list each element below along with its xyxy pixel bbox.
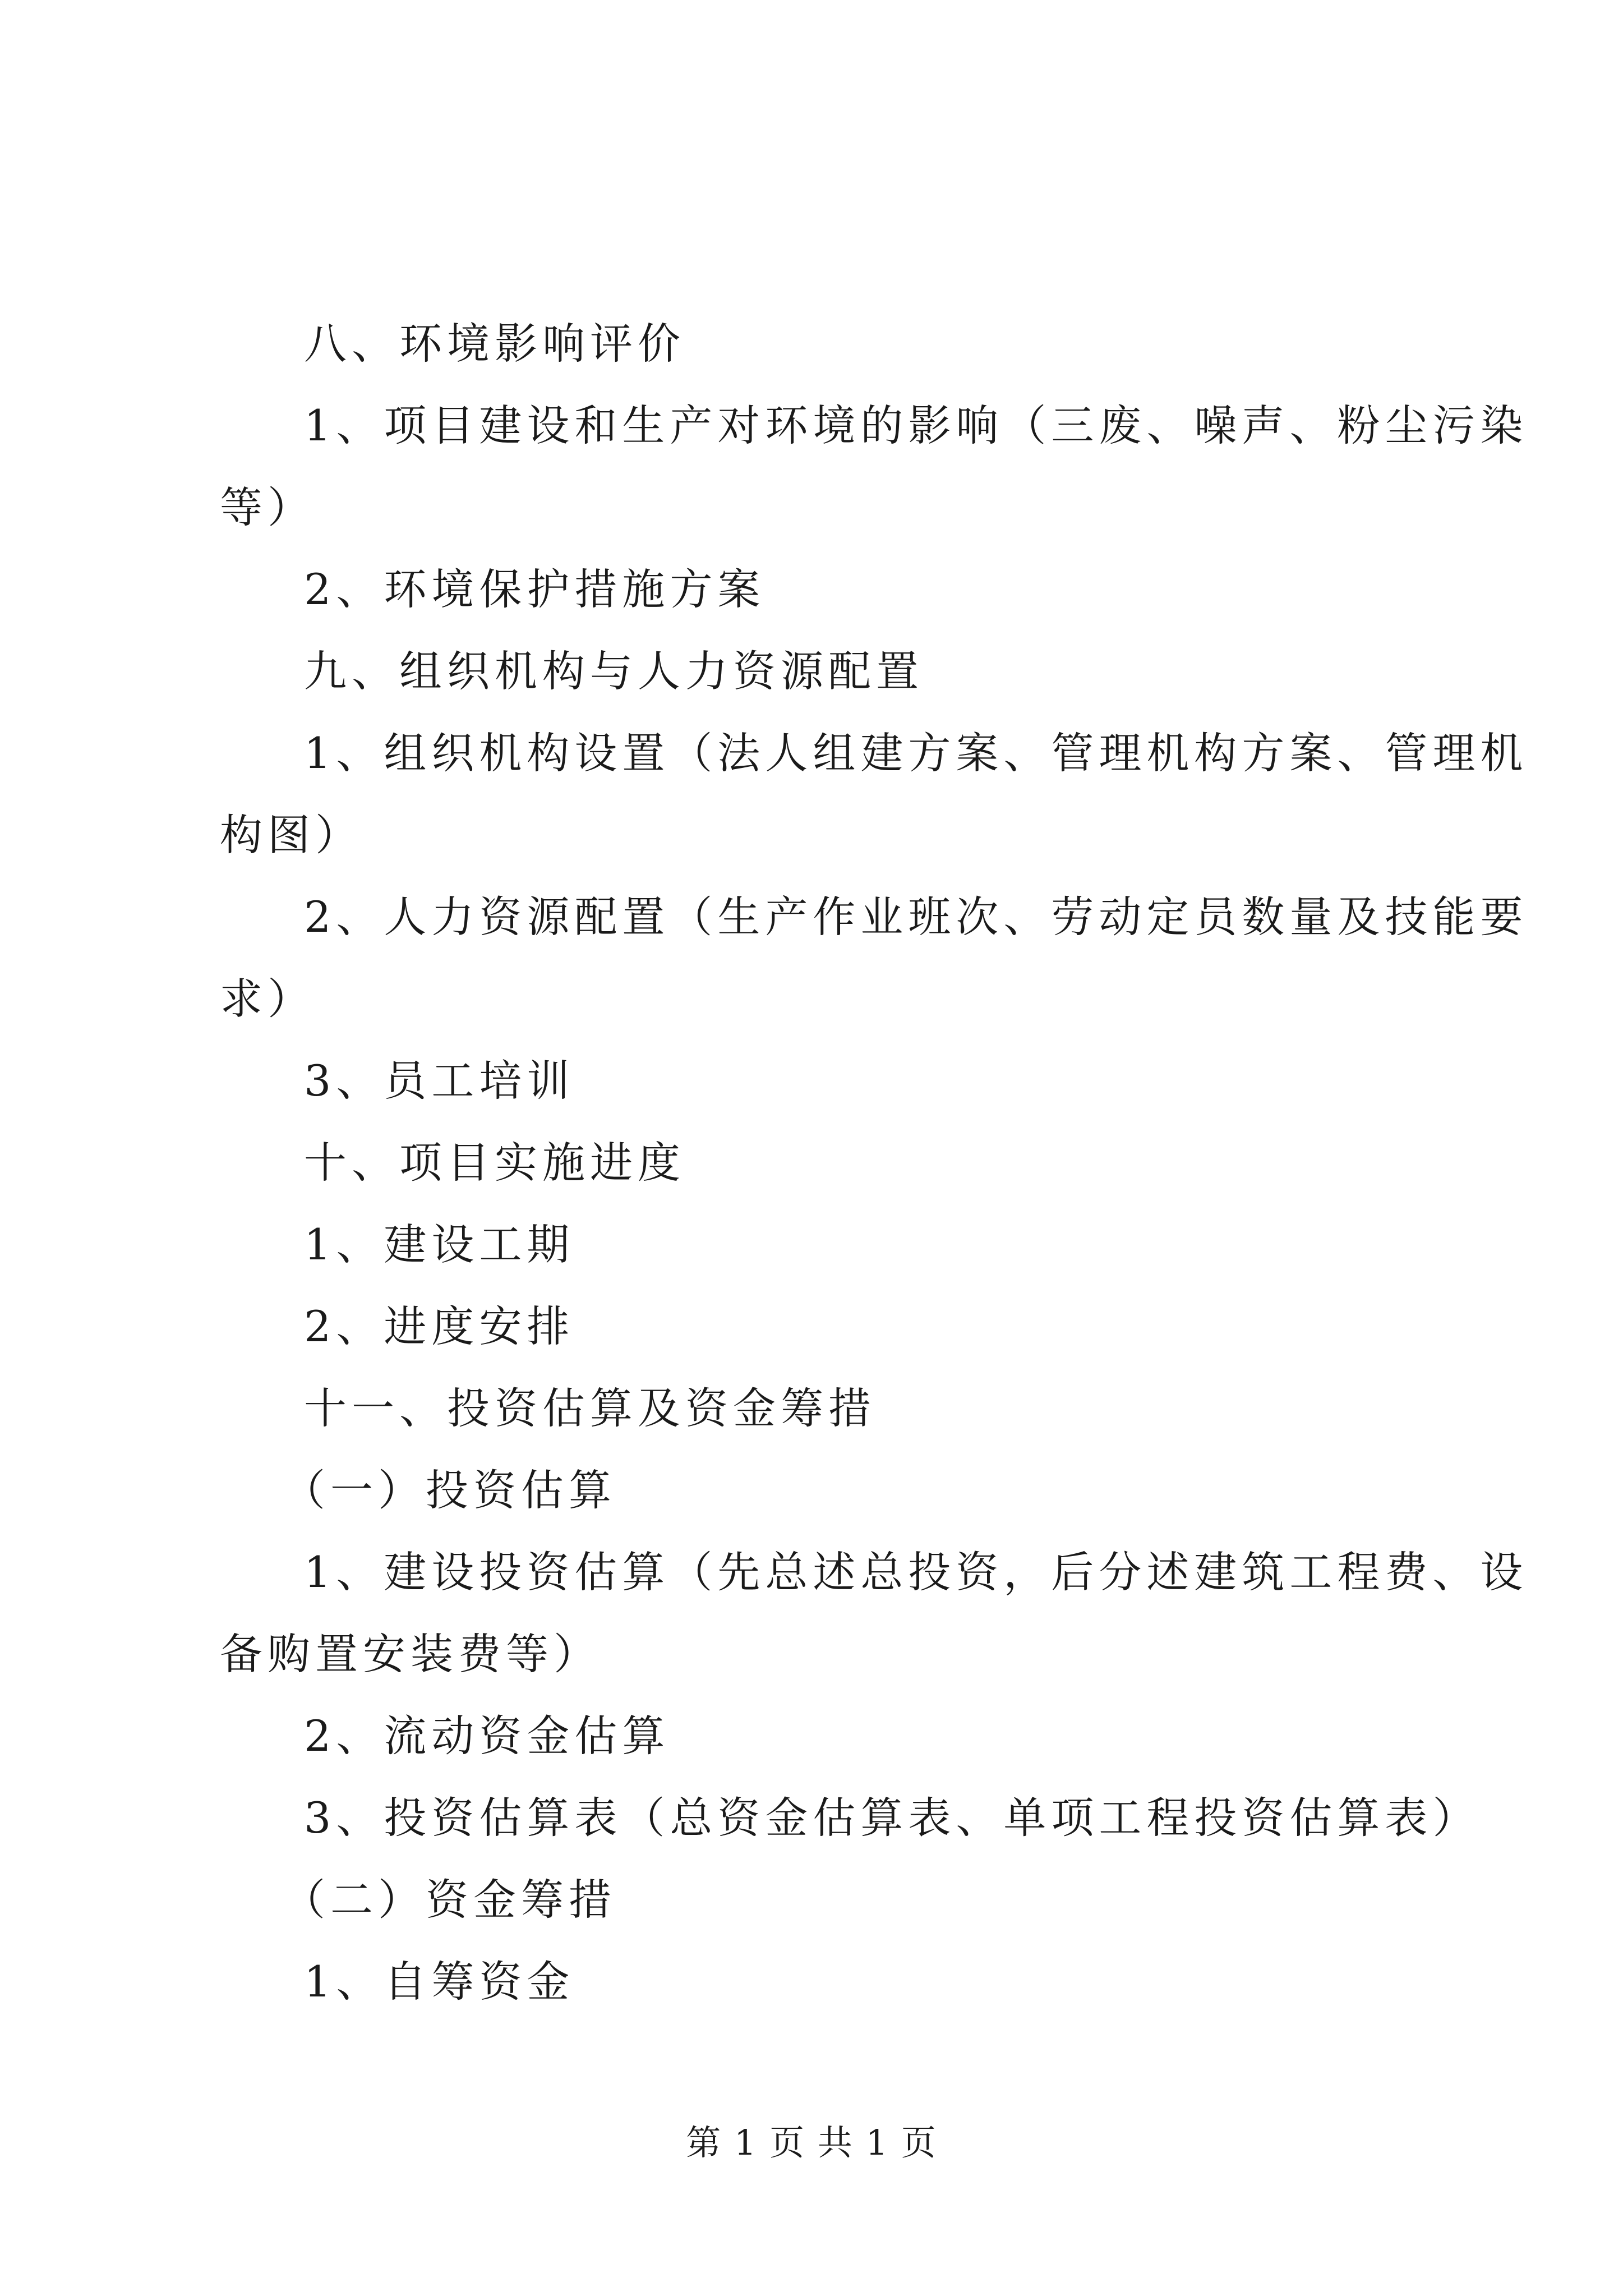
document-body [220,303,1528,2023]
list-item: 2、人力资源配置（生产作业班次、劳动定员数量及技能要 [304,892,1528,942]
section-heading-investment: 十一、投资估算及资金筹措 [304,1383,876,1433]
list-item: 2、进度安排 [304,1301,575,1351]
page-footer: 第 1 页 共 1 页 [686,2122,937,2163]
list-item-continuation: 构图） [220,810,363,860]
list-item: 3、投资估算表（总资金估算表、单项工程投资估算表） [304,1793,1481,1843]
list-item: 1、建设投资估算（先总述总投资，后分述建筑工程费、设 [304,1547,1528,1597]
list-item: 3、员工培训 [304,1056,575,1106]
list-item: 1、项目建设和生产对环境的影响（三废、噪声、粉尘污染 [304,401,1528,450]
list-item: 1、自筹资金 [304,1957,575,2007]
list-item: 2、流动资金估算 [304,1711,670,1761]
list-item-continuation: 求） [220,974,315,1024]
list-item: 2、环境保护措施方案 [304,564,766,614]
list-item-continuation: 备购置安装费等） [220,1629,601,1679]
subsection-heading-estimate: （一）投资估算 [283,1465,616,1515]
list-item-continuation: 等） [220,482,315,532]
list-item: 1、组织机构设置（法人组建方案、管理机构方案、管理机 [304,728,1528,778]
section-heading-organization: 九、组织机构与人力资源配置 [304,646,924,696]
section-heading-environment: 八、环境影响评价 [304,319,685,369]
list-item: 1、建设工期 [304,1220,575,1269]
subsection-heading-financing: （二）资金筹措 [283,1875,616,1925]
section-heading-schedule: 十、项目实施进度 [304,1138,685,1188]
